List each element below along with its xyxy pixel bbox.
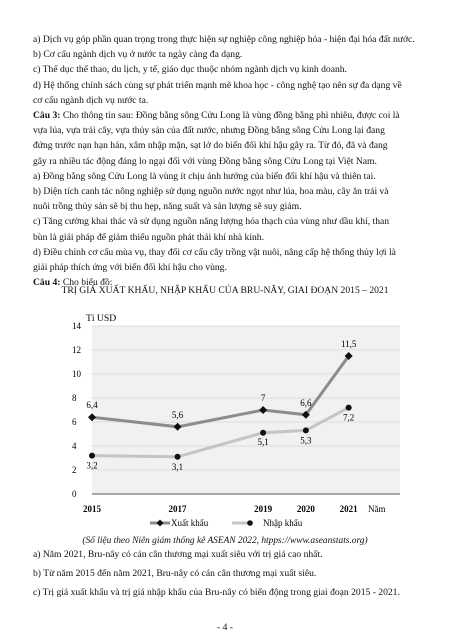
plot-area [92,326,400,494]
data-label: 5,6 [171,409,184,420]
x-axis-label: Năm [368,504,386,514]
y-tick-label: 0 [72,489,77,499]
text-content: d) Hệ thống chính sách cùng sự phát triển mạnh mẽ khoa học - công nghệ tạo nên sự đa dạng về [33,79,402,91]
y-axis-label: Tỉ USD [86,313,117,324]
question-label: Câu 3: [33,110,61,121]
y-tick-label: 2 [72,465,77,475]
text-content: d) Điều chỉnh cơ cấu mùa vụ, thay đổi cơ cấu cây trồng vật nuôi, nâng cấp hệ thống thủy lợi là [33,246,396,258]
text-line [33,568,316,580]
x-tick-label: 2020 [296,504,315,514]
text-content: c) Trị giá xuất khẩu và trị giá nhập khẩu của Bru-nây có biến động trong giai đoạn 2015 - 2021. [33,587,400,598]
text-content: giải pháp thích ứng với biến đổi khí hậu cho vùng. [33,262,227,273]
text-content: bùn là giải pháp để giảm thiểu nguồn phát thải khí nhà kính. [33,231,265,243]
chart-source: (Số liệu theo Niên giám thống kê ASEAN 2022, htpps://www.aseanstats.org) [82,536,368,546]
text-content: Cho biểu đồ: [60,277,113,289]
data-label: 11,5 [340,339,357,349]
data-label: 5,3 [300,435,312,446]
x-tick-label: 2019 [254,504,273,514]
data-label: 7,2 [343,412,355,423]
data-label: 6,6 [300,397,312,408]
text-content: nuôi trồng thủy sản sẽ bị thu hẹp, năng suất và sản lượng sẽ suy giảm. [33,201,302,213]
y-tick-label: 14 [72,321,81,331]
data-point-import [175,454,181,460]
text-line [33,587,400,599]
text-content: c) Thể dục thể thao, du lịch, y tế, giáo dục thuộc nhóm ngành dịch vụ kinh doanh. [33,64,347,76]
data-label: 3,1 [171,461,184,472]
chart-title: TRỊ GIÁ XUẤT KHẨU, NHẬP KHẨU CỦA BRU-NÂY, GIAI ĐOẠN 2015 – 2021 [61,285,389,296]
page-number: - 4 - [217,622,233,633]
y-tick-label: 4 [72,441,77,451]
text-content: a) Đồng bằng sông Cửu Long là vùng ít chịu ảnh hưởng của biến đổi khí hậu và thiên tai. [33,170,376,182]
data-label: 3,2 [86,460,98,471]
data-label: 5,1 [257,436,269,447]
text-content: a) Dịch vụ góp phần quan trọng trong thực hiện sự nghiệp công nghiệp hóa - hiện đại hóa đất nước. [33,34,415,45]
x-tick-label: 2017 [168,504,187,514]
text-content: a) Năm 2021, Bru-nây có cán cân thương mại xuất siêu với trị giá cao nhất. [33,549,323,560]
y-tick-label: 12 [72,345,81,355]
y-tick-label: 10 [72,369,81,379]
text-content: gây ra nhiều tác động đáng lo ngại đối với vùng Đồng bằng sông Cửu Long tại Việt Nam. [33,155,377,167]
text-content: vựa lúa, vựa trái cây, vựa thủy sản của đất nước, nhưng Đồng bằng sông Cửu Long lại đang [33,125,385,137]
data-point-import [89,453,95,459]
y-tick-label: 6 [72,417,77,427]
legend-marker [247,520,253,526]
text-content: b) Diện tích canh tác nông nghiệp sử dụng nguồn nước ngọt như lúa, hoa màu, cây ăn trái và [33,186,389,197]
text-content: b) Cơ cấu ngành dịch vụ ở nước ta ngày càng đa dạng. [33,49,243,61]
data-point-import [346,405,352,411]
text-line [33,549,322,561]
data-point-import [303,427,309,433]
legend-label: Nhập khẩu [263,518,303,528]
question-label: Câu 4: [33,277,61,289]
text-content: Cho thông tin sau: Đồng bằng sông Cửu Long là vùng đồng bằng phì nhiêu, được coi là [60,110,400,121]
legend-marker [157,520,164,527]
x-tick-label: 2015 [83,504,101,514]
text-content: đứng trước nạn hạn hán, xâm nhập mặn, sạt lở do biến đổi khí hậu gây ra. Từ đó, đã và đang [33,140,388,152]
y-tick-label: 8 [72,393,77,403]
data-label: 7 [260,393,266,403]
text-content: cơ cấu ngành dịch vụ nước ta. [33,94,149,106]
legend-label: Xuất khẩu [171,518,209,528]
data-label: 6,4 [86,400,98,411]
x-tick-label: 2021 [339,504,358,514]
data-point-import [260,430,266,436]
text-content: b) Từ năm 2015 đến năm 2021, Bru-nây có cán cân thương mại xuất siêu. [33,568,317,579]
text-content: c) Tăng cường khai thác và sử dụng nguồn năng lượng hóa thạch của vùng như dầu khí, than [33,216,390,228]
